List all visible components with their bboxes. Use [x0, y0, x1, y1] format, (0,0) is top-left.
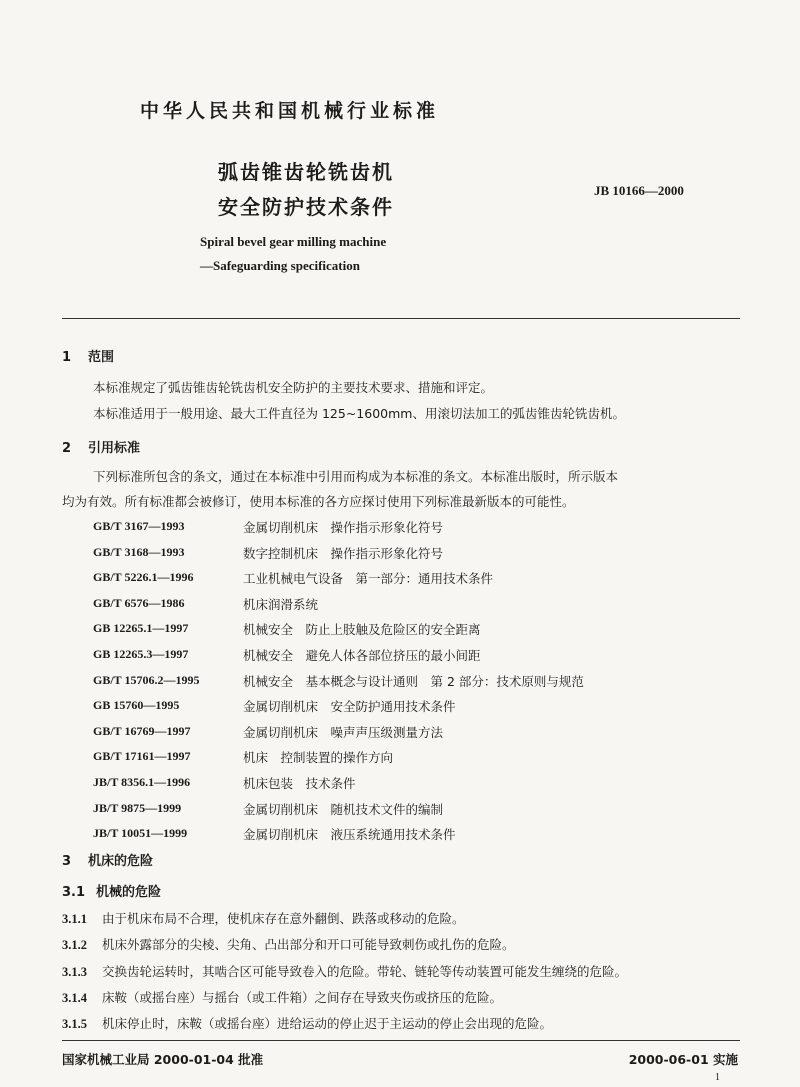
- section-2-intro-line2: 均为有效。所有标准都会被修订，使用本标准的各方应探讨使用下列标准最新版本的可能性。: [62, 494, 575, 509]
- reference-code: JB/T 9875—1999: [93, 800, 182, 815]
- reference-title: 机床润滑系统: [243, 596, 319, 612]
- subsection-title: 机械的危险: [96, 885, 162, 900]
- header-divider: [62, 318, 740, 319]
- section-1-paragraph-1: 本标准规定了弧齿锥齿轮铣齿机安全防护的主要技术要求、措施和评定。: [93, 380, 494, 395]
- section-number: 1: [62, 350, 72, 365]
- approval-note: 国家机械工业局 2000-01-04 批准: [62, 1052, 264, 1067]
- hazard-item-number: 3.1.4: [62, 990, 87, 1005]
- hazard-item-text: 交换齿轮运转时，其啮合区可能导致卷入的危险。带轮、链轮等传动装置可能发生缠绕的危险。: [102, 963, 628, 979]
- reference-code: GB/T 3168—1993: [93, 544, 185, 559]
- section-title: 引用标准: [88, 441, 141, 456]
- reference-title: 金属切削机床 液压系统通用技术条件: [243, 827, 456, 843]
- document-title-line2: 安全防护技术条件: [218, 195, 394, 219]
- hazard-item-number: 3.1.5: [62, 1017, 87, 1032]
- reference-code: GB/T 16769—1997: [93, 723, 191, 738]
- hazard-item-text: 床鞍（或摇台座）与摇台（或工件箱）之间存在导致夹伤或挤压的危险。: [102, 989, 503, 1005]
- reference-code: GB/T 15706.2—1995: [93, 672, 200, 687]
- reference-title: 金属切削机床 操作指示形象化符号: [243, 520, 444, 535]
- hazard-item-text: 由于机床布局不合理，使机床存在意外翻倒、跌落或移动的危险。: [102, 911, 465, 926]
- english-title-line2: —Safeguarding specification: [200, 258, 360, 273]
- section-1-heading: [62, 346, 114, 365]
- footer-divider: [62, 1040, 740, 1041]
- reference-code: JB/T 8356.1—1996: [93, 775, 191, 789]
- hazard-item: [62, 935, 515, 953]
- hazard-item: [62, 909, 465, 927]
- hazard-item-number: 3.1.1: [62, 912, 87, 926]
- section-2-intro-line1: 下列标准所包含的条文，通过在本标准中引用而构成为本标准的条文。本标准出版时，所示版本: [93, 469, 619, 484]
- issuing-standard-header: 中华人民共和国机械行业标准: [140, 100, 440, 122]
- section-title: 范围: [88, 350, 115, 365]
- section-1-paragraph-2: 本标准适用于一般用途、最大工件直径为 125~1600mm、用滚切法加工的弧齿锥齿轮铣齿机。: [93, 406, 625, 421]
- subsection-3-1-heading: [62, 881, 161, 900]
- reference-title: 金属切削机床 安全防护通用技术条件: [243, 699, 456, 715]
- hazard-item-text: 机床停止时，床鞍（或摇台座）进给运动的停止迟于主运动的停止会出现的危险。: [102, 1016, 553, 1032]
- reference-code: GB/T 17161—1997: [93, 749, 191, 764]
- hazard-item: [62, 1014, 552, 1032]
- section-3-heading: [62, 850, 153, 869]
- hazard-item: [62, 988, 502, 1006]
- hazard-item-text: 机床外露部分的尖棱、尖角、凸出部分和开口可能导致刺伤或扎伤的危险。: [102, 937, 515, 953]
- reference-title: 金属切削机床 随机技术文件的编制: [243, 801, 444, 817]
- hazard-item-number: 3.1.3: [62, 964, 87, 979]
- reference-title: 数字控制机床 操作指示形象化符号: [243, 545, 444, 561]
- document-title-line1: 弧齿锥齿轮铣齿机: [218, 160, 394, 184]
- reference-title: 工业机械电气设备 第一部分：通用技术条件: [243, 571, 494, 587]
- hazard-item-number: 3.1.2: [62, 938, 87, 953]
- reference-code: GB 12265.1—1997: [93, 621, 189, 636]
- reference-title: 金属切削机床 噪声声压级测量方法: [243, 724, 444, 740]
- reference-code: GB/T 6576—1986: [93, 595, 185, 610]
- reference-title: 机床 控制装置的操作方向: [243, 750, 394, 766]
- page-number: 1: [715, 1072, 720, 1083]
- reference-code: GB/T 3167—1993: [93, 519, 185, 533]
- section-number: 2: [62, 441, 72, 456]
- section-2-heading: [62, 437, 140, 456]
- reference-code: GB 15760—1995: [93, 698, 180, 713]
- hazard-item: [62, 962, 627, 980]
- section-number: 3: [62, 854, 72, 869]
- reference-code: GB 12265.3—1997: [93, 647, 189, 661]
- reference-title: 机床包装 技术条件: [243, 776, 356, 791]
- reference-title: 机械安全 避免人体各部位挤压的最小间距: [243, 648, 481, 663]
- reference-title: 机械安全 基本概念与设计通则 第 2 部分：技术原则与规范: [243, 673, 584, 689]
- reference-title: 机械安全 防止上肢触及危险区的安全距离: [243, 622, 481, 638]
- section-title: 机床的危险: [88, 854, 154, 869]
- reference-code: JB/T 10051—1999: [93, 826, 188, 841]
- subsection-number: 3.1: [62, 885, 86, 900]
- implementation-date: 2000-06-01 实施: [628, 1052, 738, 1067]
- standard-number: JB 10166—2000: [594, 183, 684, 198]
- english-title-line1: Spiral bevel gear milling machine: [200, 234, 387, 249]
- reference-code: GB/T 5226.1—1996: [93, 570, 194, 585]
